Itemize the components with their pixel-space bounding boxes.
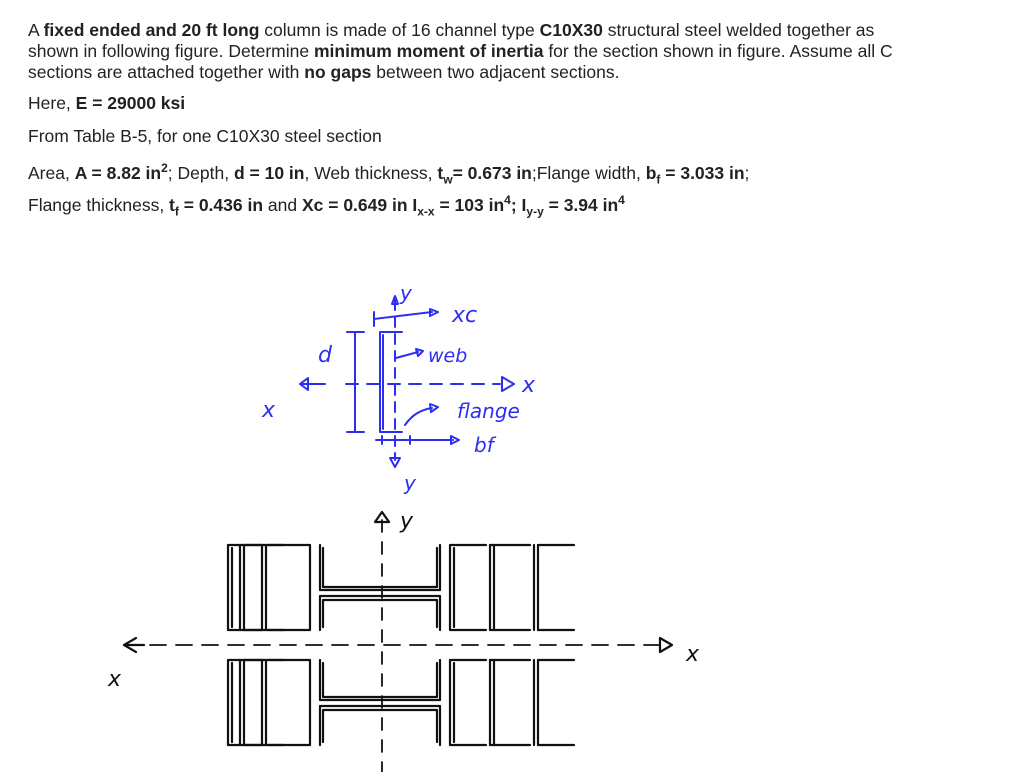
- text-run: Flange thickness,: [28, 195, 170, 215]
- web-pointer-line: [396, 352, 418, 358]
- emphasis-text: E = 29000 ksi: [75, 93, 186, 113]
- flange-pointer-line: [405, 408, 432, 425]
- text-run: ;Flange width,: [531, 163, 646, 183]
- text-run: Here,: [28, 93, 76, 113]
- channel-web-inner: [262, 545, 266, 630]
- channel-top-right-2: [490, 545, 530, 630]
- channel-bottom-mid-upper: [320, 660, 440, 700]
- channel-web-inner: [490, 660, 494, 745]
- text-run: t: [169, 195, 175, 215]
- channel-top-right-1: [450, 545, 486, 630]
- channel-web-inner: [534, 545, 538, 630]
- text-run: b: [645, 163, 657, 183]
- text-run: , Web thickness,: [304, 163, 438, 183]
- subscript: f: [656, 172, 661, 187]
- label-x-right: x: [522, 373, 536, 398]
- text-run: = 3.94 in: [543, 195, 619, 215]
- text-run: structural steel welded together as shown in following figure. Determine: [28, 20, 875, 61]
- text-run: A: [28, 20, 44, 40]
- channel-web-inner: [262, 660, 266, 745]
- channel-web-inner: [240, 545, 244, 630]
- text-run: ; Depth,: [167, 163, 234, 183]
- superscript: 2: [161, 161, 168, 176]
- text-run: between two adjacent sections.: [371, 62, 620, 82]
- channel-top-left-2: [244, 545, 284, 630]
- emphasis-text: C10X30: [539, 20, 603, 40]
- channel-bottom-right-3: [538, 660, 574, 745]
- label-web: web: [428, 345, 468, 367]
- channel-top-mid-upper: [320, 545, 440, 590]
- label-y-bottom: y: [404, 471, 416, 495]
- subscript: y-y: [526, 204, 544, 219]
- label-y-built: y: [400, 509, 414, 534]
- label-flange: flange: [457, 399, 520, 423]
- text-run: ; I: [510, 195, 527, 215]
- web-arrow-icon: [416, 349, 423, 356]
- channel-bottom-right-1: [450, 660, 486, 745]
- text-run: t: [437, 163, 444, 183]
- superscript: 4: [504, 193, 511, 208]
- table-reference: From Table B-5, for one C10X30 steel section: [28, 126, 382, 146]
- channel-web-inner: [490, 545, 494, 630]
- text-run: = 3.033 in: [660, 163, 745, 183]
- channel-bottom-left-3: [268, 660, 310, 745]
- label-d: d: [318, 343, 332, 368]
- text-run: ;: [744, 163, 750, 183]
- text-run: A = 8.82 in: [74, 163, 162, 183]
- text-run: = 0.673 in: [452, 163, 532, 183]
- x-arrow-right-icon: [660, 638, 672, 652]
- text-run: Xc = 0.649 in I: [301, 195, 418, 215]
- text-run: = 0.436 in: [178, 195, 264, 215]
- superscript: 4: [618, 193, 625, 208]
- channel-web-inner: [240, 660, 244, 745]
- emphasis-text: d = 10 in: [233, 163, 305, 183]
- label-x-built-left: x: [108, 667, 122, 692]
- label-y-top: y: [400, 281, 412, 305]
- channel-bottom-mid-lower: [320, 706, 440, 745]
- label-x-left: x: [262, 398, 276, 423]
- text-run: for the section shown in figure. Assume all C sections are attached together with: [28, 41, 893, 82]
- depth-dimension-line: [347, 332, 364, 432]
- channel-web-inner: [323, 710, 437, 742]
- built-up-section: [124, 512, 672, 772]
- x-arrow-left-icon: [124, 638, 144, 652]
- channel-bottom-right-2: [490, 660, 530, 745]
- subscript: w: [443, 172, 453, 187]
- channel-top-right-3: [538, 545, 574, 630]
- label-bf: bf: [474, 433, 494, 457]
- channel-bottom-left-2: [244, 660, 284, 745]
- channel-web-inner: [323, 600, 437, 627]
- subscript: f: [174, 204, 179, 219]
- emphasis-text: minimum moment of inertia: [313, 41, 544, 61]
- label-x-built-right: x: [686, 642, 700, 667]
- single-channel-labels: [261, 281, 536, 495]
- text-run: column is made of 16 channel type: [259, 20, 540, 40]
- label-xc: xc: [452, 303, 478, 328]
- x-axis-arrow-right: [502, 377, 514, 391]
- xc-dimension-line: [374, 312, 432, 326]
- channel-web-inner: [323, 548, 437, 587]
- subscript: x-x: [417, 204, 435, 219]
- bf-dimension-line: [376, 436, 453, 444]
- channel-web-inner: [323, 663, 437, 697]
- emphasis-text: no gaps: [304, 62, 372, 82]
- channel-top-left-3: [268, 545, 310, 630]
- text-run: and: [263, 195, 302, 215]
- channel-web-inner: [534, 660, 538, 745]
- flange-arrow-icon: [430, 404, 438, 412]
- text-run: Area,: [28, 163, 75, 183]
- text-run: = 103 in: [434, 195, 505, 215]
- emphasis-text: fixed ended and 20 ft long: [43, 20, 260, 40]
